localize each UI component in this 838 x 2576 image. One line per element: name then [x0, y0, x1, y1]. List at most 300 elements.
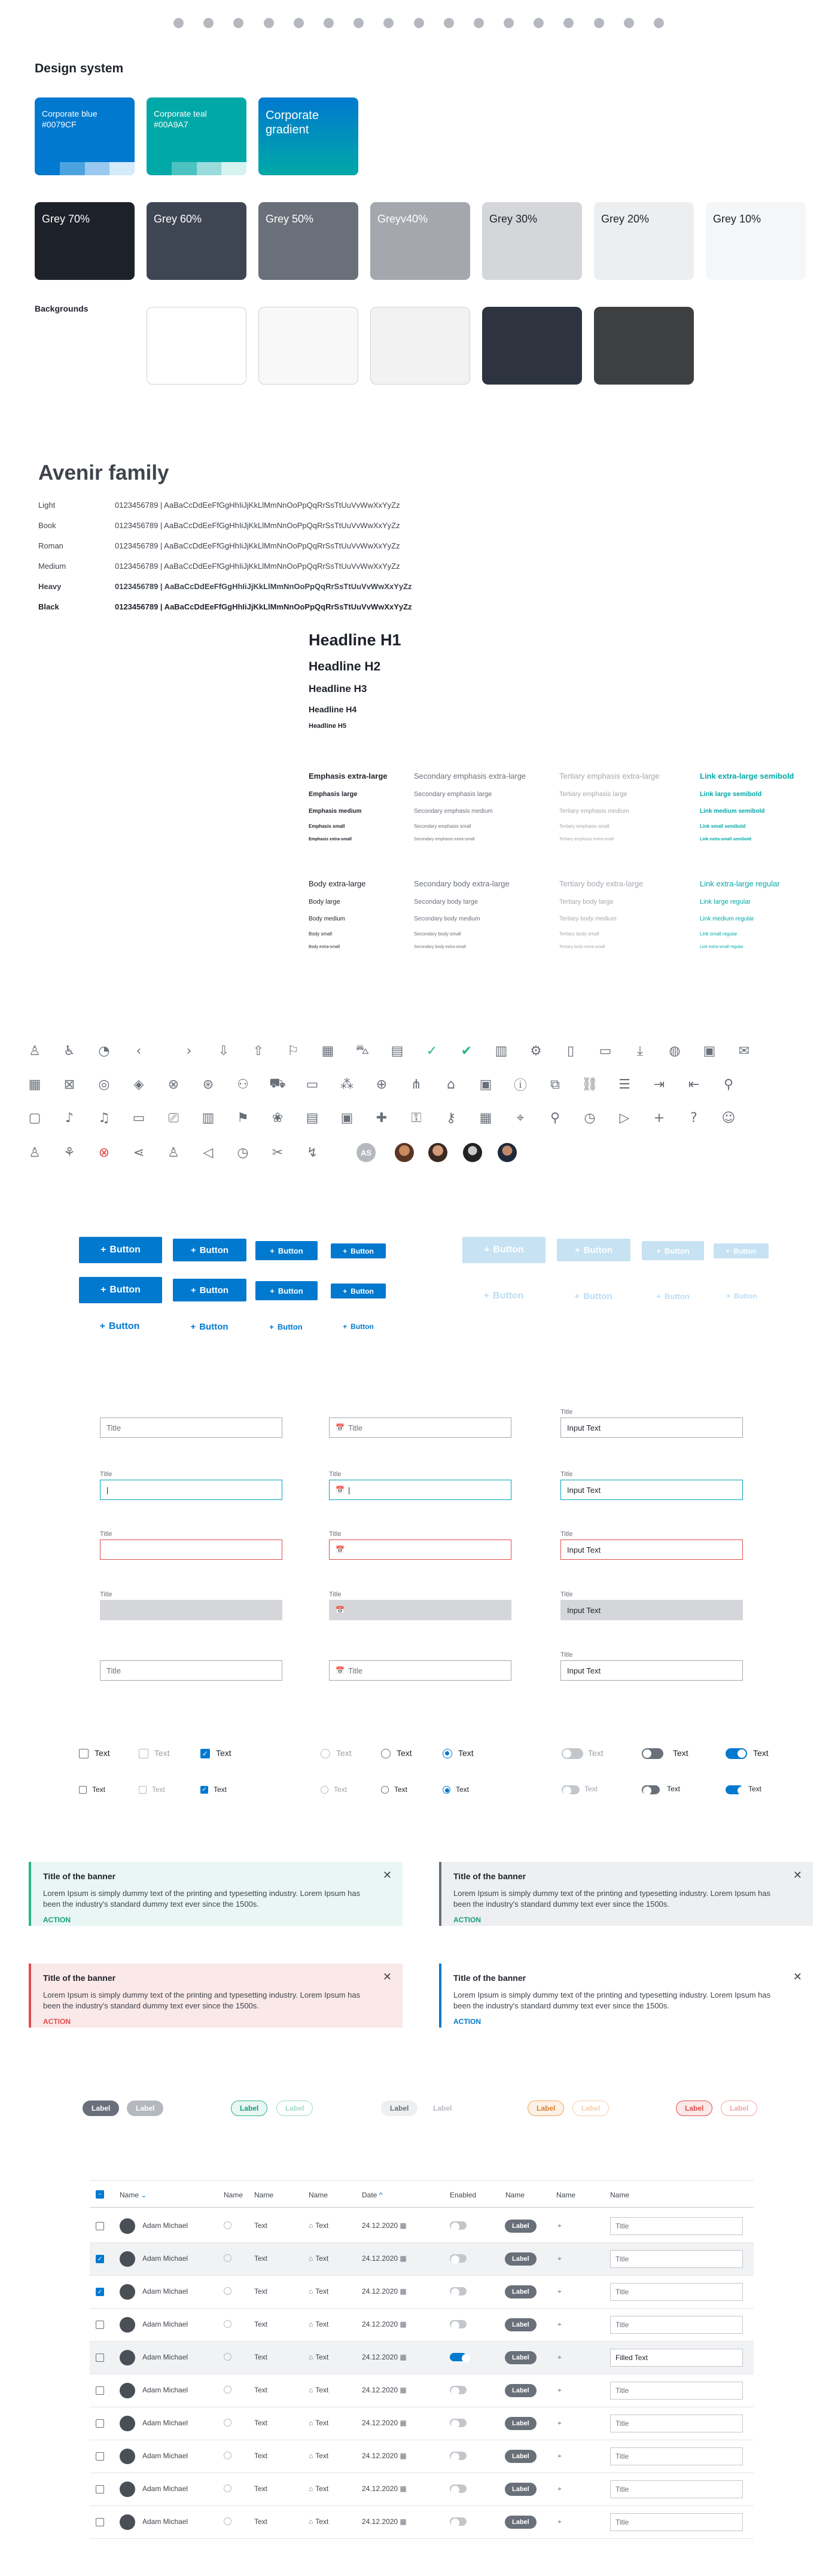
label-pill-success: Label [231, 2101, 267, 2116]
forklift-icon: ⛟ [269, 1076, 286, 1091]
column-header-date[interactable]: Date ^ [362, 2191, 383, 2199]
emphasis-l: Emphasis large [309, 791, 358, 798]
row-name: Adam Michael [142, 2484, 188, 2493]
row-action-icon[interactable]: ⌖ [557, 2221, 562, 2230]
toggle-label: Text [753, 1748, 769, 1758]
flag-icon: ⚑ [237, 1110, 249, 1126]
link-semibold-xs[interactable]: Link extra-small semibold [700, 837, 751, 842]
toggle-label: Text [588, 1748, 604, 1758]
avatar [120, 2251, 135, 2267]
calendar-icon: ▦ [400, 2386, 407, 2394]
radio-label: Text [334, 1785, 348, 1794]
row-name: Adam Michael [142, 2287, 188, 2295]
column-header[interactable]: Name [505, 2191, 525, 2199]
link-semibold-xl[interactable]: Link extra-large semibold [700, 772, 794, 781]
row-checkbox[interactable]: ✓ [96, 2255, 104, 2263]
link-regular-xs[interactable]: Link extra-small regular [700, 945, 743, 949]
toggle-label: Text [673, 1748, 688, 1758]
button-link-disabled-m[interactable]: + Button [656, 1291, 690, 1301]
checkbox-label: Text [154, 1748, 170, 1758]
field-label: Title [560, 1471, 573, 1478]
row-text: Text [254, 2419, 268, 2427]
swatch-corporate-blue [35, 97, 135, 175]
row-name: Adam Michael [142, 2221, 188, 2230]
tertiary-body-xs: Tertiary body extra-small [559, 945, 605, 949]
table-top-border [90, 2180, 754, 2181]
checkbox-small-checked[interactable]: ✓ [200, 1786, 208, 1794]
row-toggle[interactable] [450, 2353, 467, 2361]
bell-icon: ♫ [98, 1110, 110, 1126]
radio[interactable] [381, 1749, 391, 1758]
tertiary-emphasis-xl: Tertiary emphasis extra-large [559, 772, 660, 781]
weight-sample: 0123456789 | AaBaCcDdEeFfGgHhIiJjKkLlMmNnOoPpQqRrSsTtUuVvWwXxYyZz [115, 582, 412, 591]
row-radio[interactable] [224, 2320, 231, 2328]
button-primary-disabled-l[interactable]: + Button [557, 1239, 630, 1261]
button-primary-disabled-s[interactable]: + Button [714, 1243, 769, 1258]
banner-body: Lorem Ipsum is simply dummy text of the printing and typesetting industry. Lorem Ipsum has been the industry's standard dummy text ever since the 1500s. [453, 1990, 771, 2010]
row-radio[interactable] [224, 2452, 231, 2459]
row-label: Label [505, 2483, 537, 2496]
settings-circle-icon: ⊛ [202, 1077, 214, 1092]
row-text-with-icon: ⌂ Text [309, 2484, 329, 2493]
route-icon: ↯ [306, 1145, 318, 1160]
close-icon[interactable]: ✕ [793, 1971, 802, 1983]
dot[interactable] [173, 18, 184, 28]
table-row[interactable] [90, 2276, 754, 2309]
radio-label: Text [397, 1748, 412, 1758]
text-input-filled-disabled[interactable]: Input Text [560, 1600, 743, 1620]
background-white [147, 307, 246, 385]
radio-small[interactable] [381, 1786, 389, 1794]
row-text-with-icon: ⌂ Text [309, 2353, 329, 2361]
row-toggle[interactable] [450, 2287, 467, 2295]
table-row[interactable] [90, 2210, 754, 2243]
row-text-with-icon: ⌂ Text [309, 2287, 329, 2295]
button-primary-s[interactable]: + Button [331, 1243, 386, 1258]
column-header[interactable]: Name [254, 2191, 274, 2199]
table-row[interactable] [90, 2440, 754, 2473]
secondary-emphasis-l: Secondary emphasis large [414, 791, 492, 798]
dot[interactable] [203, 18, 214, 28]
row-radio[interactable] [224, 2517, 231, 2525]
dot[interactable] [444, 18, 454, 28]
tools-icon: ✂ [272, 1145, 284, 1160]
label-pill-neutral-light: Label [424, 2101, 461, 2116]
dot[interactable] [383, 18, 394, 28]
select-all-checkbox[interactable]: − [96, 2190, 104, 2199]
toggle-on[interactable] [726, 1748, 747, 1759]
briefcase-icon: ▣ [479, 1077, 492, 1092]
row-label: Label [505, 2351, 537, 2364]
link-semibold-m[interactable]: Link medium semibold [700, 808, 765, 815]
row-radio[interactable] [224, 2484, 231, 2492]
link-regular-m[interactable]: Link medium regular [700, 916, 754, 922]
text-input-filled-focused[interactable]: Input Text [560, 1480, 743, 1500]
row-name: Adam Michael [142, 2517, 188, 2526]
radio-label: Text [394, 1785, 408, 1794]
button-primary-xl[interactable]: + Button [79, 1277, 162, 1303]
easel-icon: ▣ [703, 1043, 716, 1059]
row-text: Text [254, 2287, 268, 2295]
timer-icon: ◷ [237, 1145, 249, 1160]
row-input[interactable]: Filled Text [610, 2349, 743, 2367]
table-row[interactable] [90, 2309, 754, 2342]
button-primary-l[interactable]: + Button [173, 1279, 246, 1301]
row-input[interactable]: Title [610, 2513, 743, 2531]
close-icon[interactable]: ✕ [793, 1869, 802, 1881]
row-toggle[interactable] [450, 2221, 467, 2230]
button-primary-disabled-m[interactable]: + Button [642, 1241, 704, 1260]
button-primary-disabled-xl[interactable]: + Button [462, 1237, 546, 1263]
field-label: Title [329, 1591, 342, 1598]
help-icon: ? [690, 1110, 697, 1126]
checkbox-small[interactable] [79, 1786, 87, 1794]
column-header-name[interactable]: Name ⌄ [120, 2191, 147, 2199]
radio-label: Text [336, 1748, 352, 1758]
headline-h2: Headline H2 [309, 660, 381, 673]
toggle-small-on[interactable] [726, 1785, 743, 1794]
row-action-icon[interactable]: ⌖ [557, 2320, 562, 2328]
headline-h3: Headline H3 [309, 683, 367, 694]
table-row[interactable] [90, 2407, 754, 2440]
avatar-photo[interactable] [428, 1143, 447, 1162]
row-input[interactable]: Title [610, 2283, 743, 2301]
row-toggle[interactable] [450, 2419, 467, 2427]
checkbox-label: Text [92, 1785, 106, 1794]
dot[interactable] [354, 18, 364, 28]
calendar-icon: ▦ [400, 2221, 407, 2230]
presentation-icon: ▥ [202, 1110, 215, 1126]
swatch-corporate-gradient [258, 97, 358, 175]
id-card-icon: ▦ [28, 1077, 41, 1092]
face-icon: ☺ [721, 1110, 736, 1126]
button-link-disabled-xl[interactable]: + Button [483, 1291, 524, 1301]
row-name: Adam Michael [142, 2353, 188, 2361]
row-checkbox[interactable] [96, 2354, 104, 2362]
toggle-disabled[interactable] [562, 1748, 583, 1759]
avatar-initials[interactable]: AS [356, 1143, 376, 1162]
home-icon: ⌂ [309, 2484, 313, 2493]
tertiary-emphasis-l: Tertiary emphasis large [559, 791, 627, 798]
row-text-with-icon: ⌂ Text [309, 2419, 329, 2427]
secondary-body-s: Secondary body small [414, 931, 461, 937]
table-row[interactable] [90, 2374, 754, 2407]
dot[interactable] [534, 18, 544, 28]
row-toggle[interactable] [450, 2452, 467, 2460]
login-icon: ⇥ [653, 1077, 665, 1092]
avatar-photo[interactable] [498, 1143, 517, 1162]
row-checkbox[interactable] [96, 2485, 104, 2493]
radio-label: Text [458, 1748, 474, 1758]
chevron-right-icon: › [186, 1043, 192, 1059]
row-label: Label [505, 2220, 537, 2233]
home-icon: ⌂ [309, 2452, 313, 2460]
row-checkbox[interactable] [96, 2419, 104, 2428]
link-regular-l[interactable]: Link large regular [700, 898, 751, 906]
dot[interactable] [294, 18, 304, 28]
gallery-icon: ⧉ [550, 1077, 560, 1092]
date-input[interactable]: 📅 Title [329, 1417, 511, 1438]
row-toggle[interactable] [450, 2254, 467, 2263]
banner-title: Title of the banner [453, 1973, 526, 1983]
swatch-grey-50: Grey 50% [258, 202, 358, 280]
date-input-focused[interactable]: 📅 | [329, 1480, 511, 1500]
globe-icon: ⊕ [376, 1077, 388, 1092]
column-header[interactable]: Name [610, 2191, 630, 2199]
text-input[interactable]: Title [100, 1417, 282, 1438]
checkbox-checked[interactable]: ✓ [200, 1749, 210, 1758]
table-header-divider [90, 2207, 754, 2208]
button-link-disabled-l[interactable]: + Button [574, 1291, 612, 1301]
car-icon: ⛍ [355, 1042, 370, 1057]
link-regular-xl[interactable]: Link extra-large regular [700, 879, 780, 888]
row-radio[interactable] [224, 2386, 231, 2394]
dot[interactable] [563, 18, 574, 28]
row-label: Label [505, 2252, 537, 2266]
dot[interactable] [504, 18, 514, 28]
text-input-focused[interactable]: | [100, 1480, 282, 1500]
weight-name: Light [38, 501, 56, 510]
nodes-icon: ⁂ [340, 1077, 354, 1092]
text-input-filled-error[interactable]: Input Text [560, 1539, 743, 1560]
backgrounds-label: Backgrounds [35, 304, 89, 313]
toggle-off[interactable] [642, 1748, 663, 1759]
weight-name: Heavy [38, 582, 62, 591]
list-icon: ☰ [618, 1077, 630, 1092]
row-action-icon[interactable]: ⌖ [557, 2452, 562, 2460]
avatar-photo[interactable] [463, 1143, 482, 1162]
row-input[interactable]: Title [610, 2250, 743, 2268]
row-label: Label [505, 2450, 537, 2463]
radio-small-disabled[interactable] [321, 1786, 328, 1794]
tertiary-emphasis-xs: Tertiary emphasis extra-small [559, 837, 614, 842]
text-input-disabled[interactable] [100, 1600, 282, 1620]
calendar-icon: ▦ [400, 2353, 407, 2361]
row-action-icon[interactable]: ⌖ [557, 2254, 562, 2263]
row-radio[interactable] [224, 2254, 231, 2262]
calendar-icon: ▦ [400, 2254, 407, 2263]
dot[interactable] [594, 18, 604, 28]
toggle-small-off[interactable] [642, 1785, 660, 1794]
table-row[interactable] [90, 2342, 754, 2374]
field-label: Title [329, 1531, 342, 1538]
row-action-icon[interactable]: ⌖ [557, 2419, 562, 2427]
row-input[interactable]: Title [610, 2415, 743, 2432]
row-name: Adam Michael [142, 2254, 188, 2263]
link-semibold-l[interactable]: Link large semibold [700, 791, 762, 798]
label-pill-success-light: Label [276, 2101, 313, 2116]
speaker-icon: ◁ [203, 1145, 214, 1160]
banner-action[interactable]: ACTION [453, 1916, 481, 1924]
weight-row-roman [38, 541, 517, 552]
radio-selected[interactable] [443, 1749, 452, 1758]
banner-body: Lorem Ipsum is simply dummy text of the printing and typesetting industry. Lorem Ipsum has been the industry's standard dummy text ever since the 1500s. [43, 1990, 361, 2010]
dot[interactable] [264, 18, 274, 28]
key-round-icon: ⚷ [446, 1110, 456, 1126]
background-offwhite [258, 307, 358, 385]
avatar [120, 2317, 135, 2333]
background-dark-grey [594, 307, 694, 385]
checkbox[interactable] [79, 1749, 89, 1758]
dot[interactable] [324, 18, 334, 28]
row-input[interactable]: Title [610, 2447, 743, 2465]
swatch-grey-40: Greyv40% [370, 202, 470, 280]
avatar-photo[interactable] [395, 1143, 414, 1162]
button-primary-m[interactable]: + Button [255, 1281, 318, 1300]
button-link-xl[interactable]: + Button [99, 1321, 140, 1331]
row-checkbox[interactable] [96, 2518, 104, 2526]
date-input-error[interactable] [329, 1539, 511, 1560]
check-circle-icon: ✓ [426, 1043, 438, 1059]
row-action-icon[interactable]: ⌖ [557, 2517, 562, 2526]
emphasis-s: Emphasis small [309, 824, 345, 829]
toggle-label: Text [584, 1785, 598, 1793]
row-action-icon[interactable]: ⌖ [557, 2353, 562, 2361]
tertiary-emphasis-s: Tertiary emphasis small [559, 824, 610, 829]
row-checkbox[interactable] [96, 2321, 104, 2329]
date-input[interactable]: 📅 Title [329, 1660, 511, 1681]
link-semibold-s[interactable]: Link small semibold [700, 824, 746, 829]
row-radio[interactable] [224, 2419, 231, 2426]
dot[interactable] [233, 18, 243, 28]
avatar [120, 2514, 135, 2530]
weight-name: Medium [38, 562, 66, 571]
row-input[interactable]: Title [610, 2382, 743, 2400]
table-row[interactable] [90, 2506, 754, 2539]
row-toggle[interactable] [450, 2386, 467, 2394]
row-name: Adam Michael [142, 2386, 188, 2394]
bookmark-icon: ⚐ [287, 1043, 299, 1059]
banner-action[interactable]: ACTION [43, 2017, 71, 2026]
text-input-filled[interactable]: Input Text [560, 1417, 743, 1438]
field-label: Title [100, 1471, 112, 1478]
radio-disabled[interactable] [321, 1749, 330, 1758]
column-header[interactable]: Name [309, 2191, 328, 2199]
microphone-icon: ♪ [65, 1110, 74, 1126]
link-icon: ⛓ [581, 1077, 598, 1092]
column-header[interactable]: Name [556, 2191, 576, 2199]
text-input[interactable]: Title [100, 1660, 282, 1681]
row-input[interactable]: Title [610, 2480, 743, 2498]
secondary-emphasis-m: Secondary emphasis medium [414, 808, 493, 815]
tint-strip [35, 162, 135, 175]
dot[interactable] [474, 18, 484, 28]
column-header[interactable]: Name [224, 2191, 243, 2199]
radio-label: Text [456, 1785, 470, 1794]
row-input[interactable]: Title [610, 2316, 743, 2334]
emphasis-xs: Emphasis extra-small [309, 837, 352, 842]
share-icon: ⋖ [133, 1145, 145, 1160]
row-checkbox[interactable] [96, 2452, 104, 2461]
row-date: 24.12.2020 ▦ [362, 2353, 407, 2361]
button-primary-s[interactable]: + Button [331, 1284, 386, 1298]
home-icon: ⌂ [309, 2386, 313, 2394]
row-label: Label [505, 2516, 537, 2529]
emphasis-m: Emphasis medium [309, 808, 362, 815]
body-xl: Body extra-large [309, 879, 366, 888]
row-checkbox[interactable] [96, 2222, 104, 2230]
calendar-icon: ▦ [321, 1043, 334, 1059]
row-radio[interactable] [224, 2221, 231, 2229]
banner-action[interactable]: ACTION [43, 1916, 71, 1924]
row-action-icon[interactable]: ⌖ [557, 2287, 562, 2295]
row-toggle[interactable] [450, 2517, 467, 2526]
column-header-enabled[interactable]: Enabled [450, 2191, 477, 2199]
row-date: 24.12.2020 ▦ [362, 2452, 407, 2460]
radio-small-selected[interactable] [443, 1786, 450, 1794]
row-checkbox[interactable]: ✓ [96, 2288, 104, 2296]
dot[interactable] [414, 18, 424, 28]
secondary-emphasis-xl: Secondary emphasis extra-large [414, 772, 526, 781]
row-toggle[interactable] [450, 2320, 467, 2328]
notepad-icon: ▤ [391, 1043, 404, 1059]
weight-sample: 0123456789 | AaBaCcDdEeFfGgHhIiJjKkLlMmNnOoPpQqRrSsTtUuVvWwXxYyZz [115, 541, 400, 550]
dot[interactable] [624, 18, 634, 28]
row-text-with-icon: ⌂ Text [309, 2452, 329, 2460]
button-primary-l[interactable]: + Button [173, 1239, 246, 1261]
button-link-s[interactable]: + Button [343, 1322, 374, 1331]
secondary-body-xs: Secondary body extra-small [414, 945, 466, 949]
row-text: Text [254, 2254, 268, 2263]
link-regular-s[interactable]: Link small regular [700, 931, 738, 937]
table-row[interactable] [90, 2243, 754, 2276]
earth-icon: ◍ [669, 1043, 681, 1059]
row-checkbox[interactable] [96, 2386, 104, 2395]
checkbox-small-disabled[interactable] [139, 1786, 147, 1794]
button-primary-xl[interactable]: + Button [79, 1237, 162, 1263]
checkbox-label: Text [216, 1748, 231, 1758]
label-pill-grey: Label [127, 2101, 163, 2116]
button-primary-m[interactable]: + Button [255, 1241, 318, 1260]
row-action-icon[interactable]: ⌖ [557, 2386, 562, 2394]
banner-success [29, 1862, 403, 1926]
row-toggle[interactable] [450, 2484, 467, 2493]
row-radio[interactable] [224, 2353, 231, 2361]
text-input-error[interactable] [100, 1539, 282, 1560]
home-icon: ⌂ [309, 2254, 313, 2263]
swatch-label: Corporate teal [154, 109, 207, 118]
dot[interactable] [654, 18, 664, 28]
row-action-icon[interactable]: ⌖ [557, 2484, 562, 2493]
row-radio[interactable] [224, 2287, 231, 2295]
banner-action[interactable]: ACTION [453, 2017, 481, 2026]
toggle-small-disabled[interactable] [562, 1785, 580, 1794]
close-icon[interactable]: ✕ [382, 1869, 392, 1881]
field-label: Title [560, 1531, 573, 1538]
table-row[interactable] [90, 2473, 754, 2506]
close-icon[interactable]: ✕ [382, 1971, 392, 1983]
text-input-filled[interactable]: Input Text [560, 1660, 743, 1681]
weight-name: Book [38, 521, 56, 530]
person-icon: ♙ [167, 1145, 179, 1160]
button-link-l[interactable]: + Button [190, 1321, 228, 1332]
checkbox-disabled[interactable] [139, 1749, 148, 1758]
button-link-disabled-s[interactable]: + Button [726, 1292, 757, 1300]
headline-h5: Headline H5 [309, 723, 346, 730]
row-label: Label [505, 2285, 537, 2298]
button-link-m[interactable]: + Button [269, 1322, 303, 1331]
row-text-with-icon: ⌂ Text [309, 2517, 329, 2526]
date-input-disabled[interactable] [329, 1600, 511, 1620]
secondary-emphasis-s: Secondary emphasis small [414, 824, 471, 829]
checkbox-label: Text [152, 1785, 166, 1794]
row-name: Adam Michael [142, 2452, 188, 2460]
tint-strip [147, 162, 246, 175]
row-date: 24.12.2020 ▦ [362, 2386, 407, 2394]
row-input[interactable]: Title [610, 2217, 743, 2235]
swatch-grey-60: Grey 60% [147, 202, 246, 280]
weight-row-book [38, 521, 517, 532]
